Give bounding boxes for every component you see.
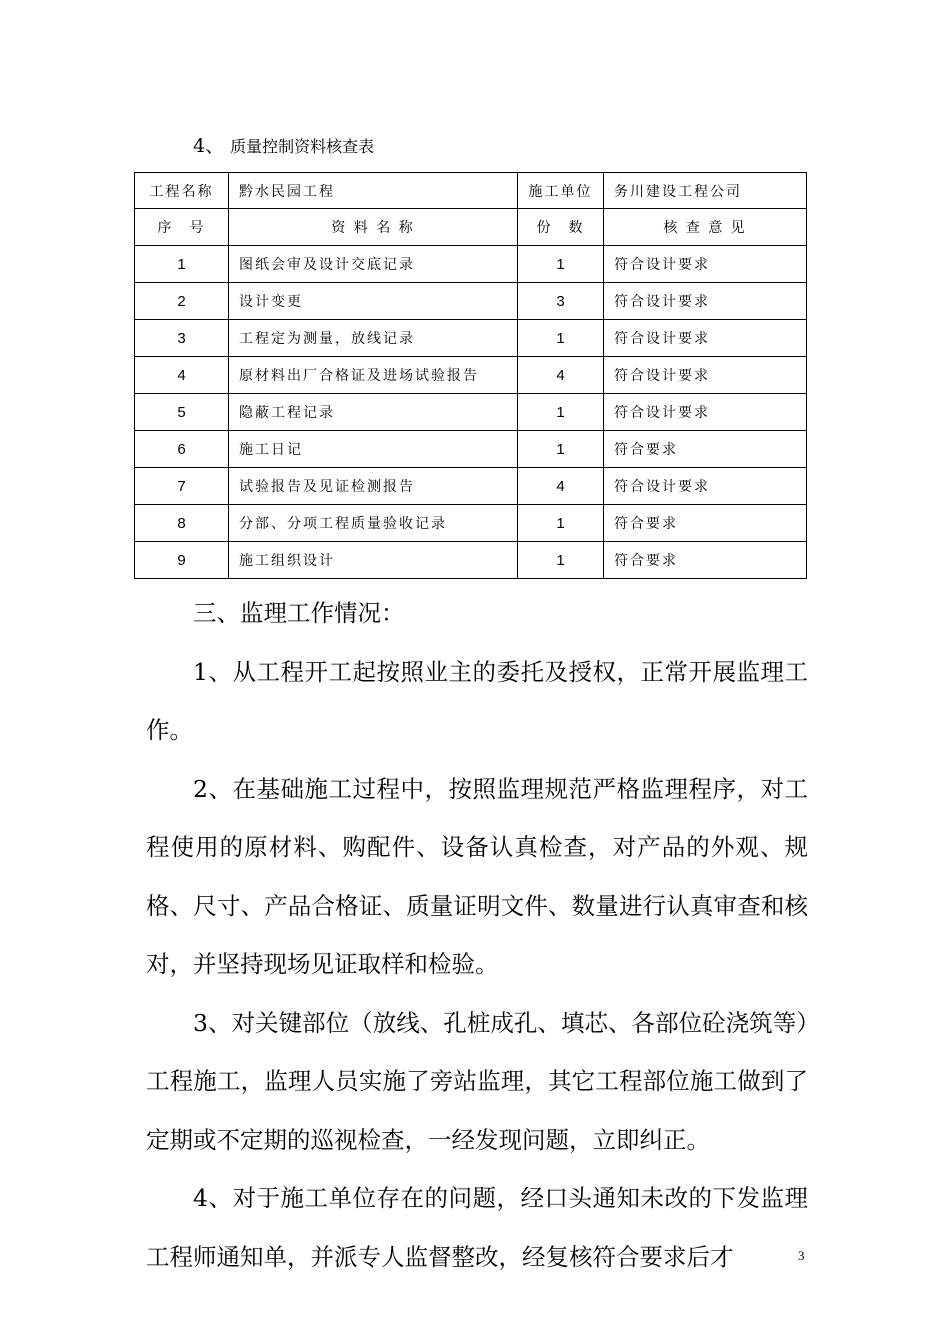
row-opinion: 符合设计要求: [604, 357, 807, 394]
table-row: [135, 283, 807, 320]
table-body: [135, 173, 807, 579]
row-name: 图纸会审及设计交底记录: [229, 246, 518, 283]
body-text: [146, 584, 808, 1286]
row-name: 试验报告及见证检测报告: [229, 468, 518, 505]
row-name: 工程定为测量，放线记录: [229, 320, 518, 357]
paragraph-4: 4、对于施工单位存在的问题，经口头通知未改的下发监理工程师通知单，并派专人监督整改，经复核符合要求后才: [146, 1184, 808, 1271]
row-no: 5: [135, 394, 229, 431]
table-row: [135, 505, 807, 542]
row-count: 1: [518, 320, 604, 357]
row-count: 1: [518, 542, 604, 579]
col-header-name: 资 料 名 称: [229, 209, 518, 246]
row-opinion: 符合设计要求: [604, 246, 807, 283]
heading-title: 质量控制资料核查表: [230, 137, 375, 156]
row-name: 设计变更: [229, 283, 518, 320]
row-opinion: 符合设计要求: [604, 468, 807, 505]
row-no: 6: [135, 431, 229, 468]
table-row: [135, 542, 807, 579]
row-no: 3: [135, 320, 229, 357]
row-opinion: 符合要求: [604, 505, 807, 542]
row-name: 原材料出厂合格证及进场试验报告: [229, 357, 518, 394]
section-title: 三、监理工作情况：: [193, 599, 405, 627]
row-opinion: 符合设计要求: [604, 394, 807, 431]
table-row: [135, 357, 807, 394]
col-header-count: 份 数: [518, 209, 604, 246]
paragraph-3: 3、对关键部位（放线、孔桩成孔、填芯、各部位砼浇筑等）工程施工，监理人员实施了旁站监理，其它工程部位施工做到了定期或不定期的巡视检查，一经发现问题，立即纠正。: [146, 1008, 808, 1154]
row-opinion: 符合设计要求: [604, 320, 807, 357]
row-name: 分部、分项工程质量验收记录: [229, 505, 518, 542]
row-opinion: 符合设计要求: [604, 283, 807, 320]
unit-label: 施工单位: [518, 173, 604, 209]
paragraph-1: 1、从工程开工起按照业主的委托及授权，正常开展监理工作。: [146, 657, 808, 744]
page-number: 3: [798, 1248, 805, 1263]
project-label: 工程名称: [135, 173, 229, 209]
table-row: [135, 431, 807, 468]
row-opinion: 符合要求: [604, 542, 807, 579]
table-row: [135, 468, 807, 505]
row-name: 隐蔽工程记录: [229, 394, 518, 431]
table-heading: [193, 134, 374, 159]
row-count: 1: [518, 431, 604, 468]
col-header-opinion: 核 查 意 见: [604, 209, 807, 246]
row-no: 1: [135, 246, 229, 283]
project-info-row: [135, 173, 807, 209]
row-count: 1: [518, 505, 604, 542]
row-count: 3: [518, 283, 604, 320]
table-row: [135, 394, 807, 431]
row-no: 9: [135, 542, 229, 579]
row-no: 7: [135, 468, 229, 505]
row-name: 施工日记: [229, 431, 518, 468]
col-header-no: 序 号: [135, 209, 229, 246]
row-no: 8: [135, 505, 229, 542]
row-opinion: 符合要求: [604, 431, 807, 468]
row-count: 4: [518, 357, 604, 394]
table-row: [135, 246, 807, 283]
heading-number: 4、: [193, 135, 225, 157]
quality-control-table: [134, 172, 807, 579]
column-header-row: [135, 209, 807, 246]
paragraph-2: 2、在基础施工过程中，按照监理规范严格监理程序，对工程使用的原材料、购配件、设备认真检查，对产品的外观、规格、尺寸、产品合格证、质量证明文件、数量进行认真审查和核对，并坚持现场见证取样和检验。: [146, 774, 808, 978]
row-no: 4: [135, 357, 229, 394]
row-count: 4: [518, 468, 604, 505]
table-row: [135, 320, 807, 357]
project-value: 黔水民园工程: [229, 173, 518, 209]
unit-value: 务川建设工程公司: [604, 173, 807, 209]
row-count: 1: [518, 246, 604, 283]
row-no: 2: [135, 283, 229, 320]
row-name: 施工组织设计: [229, 542, 518, 579]
row-count: 1: [518, 394, 604, 431]
